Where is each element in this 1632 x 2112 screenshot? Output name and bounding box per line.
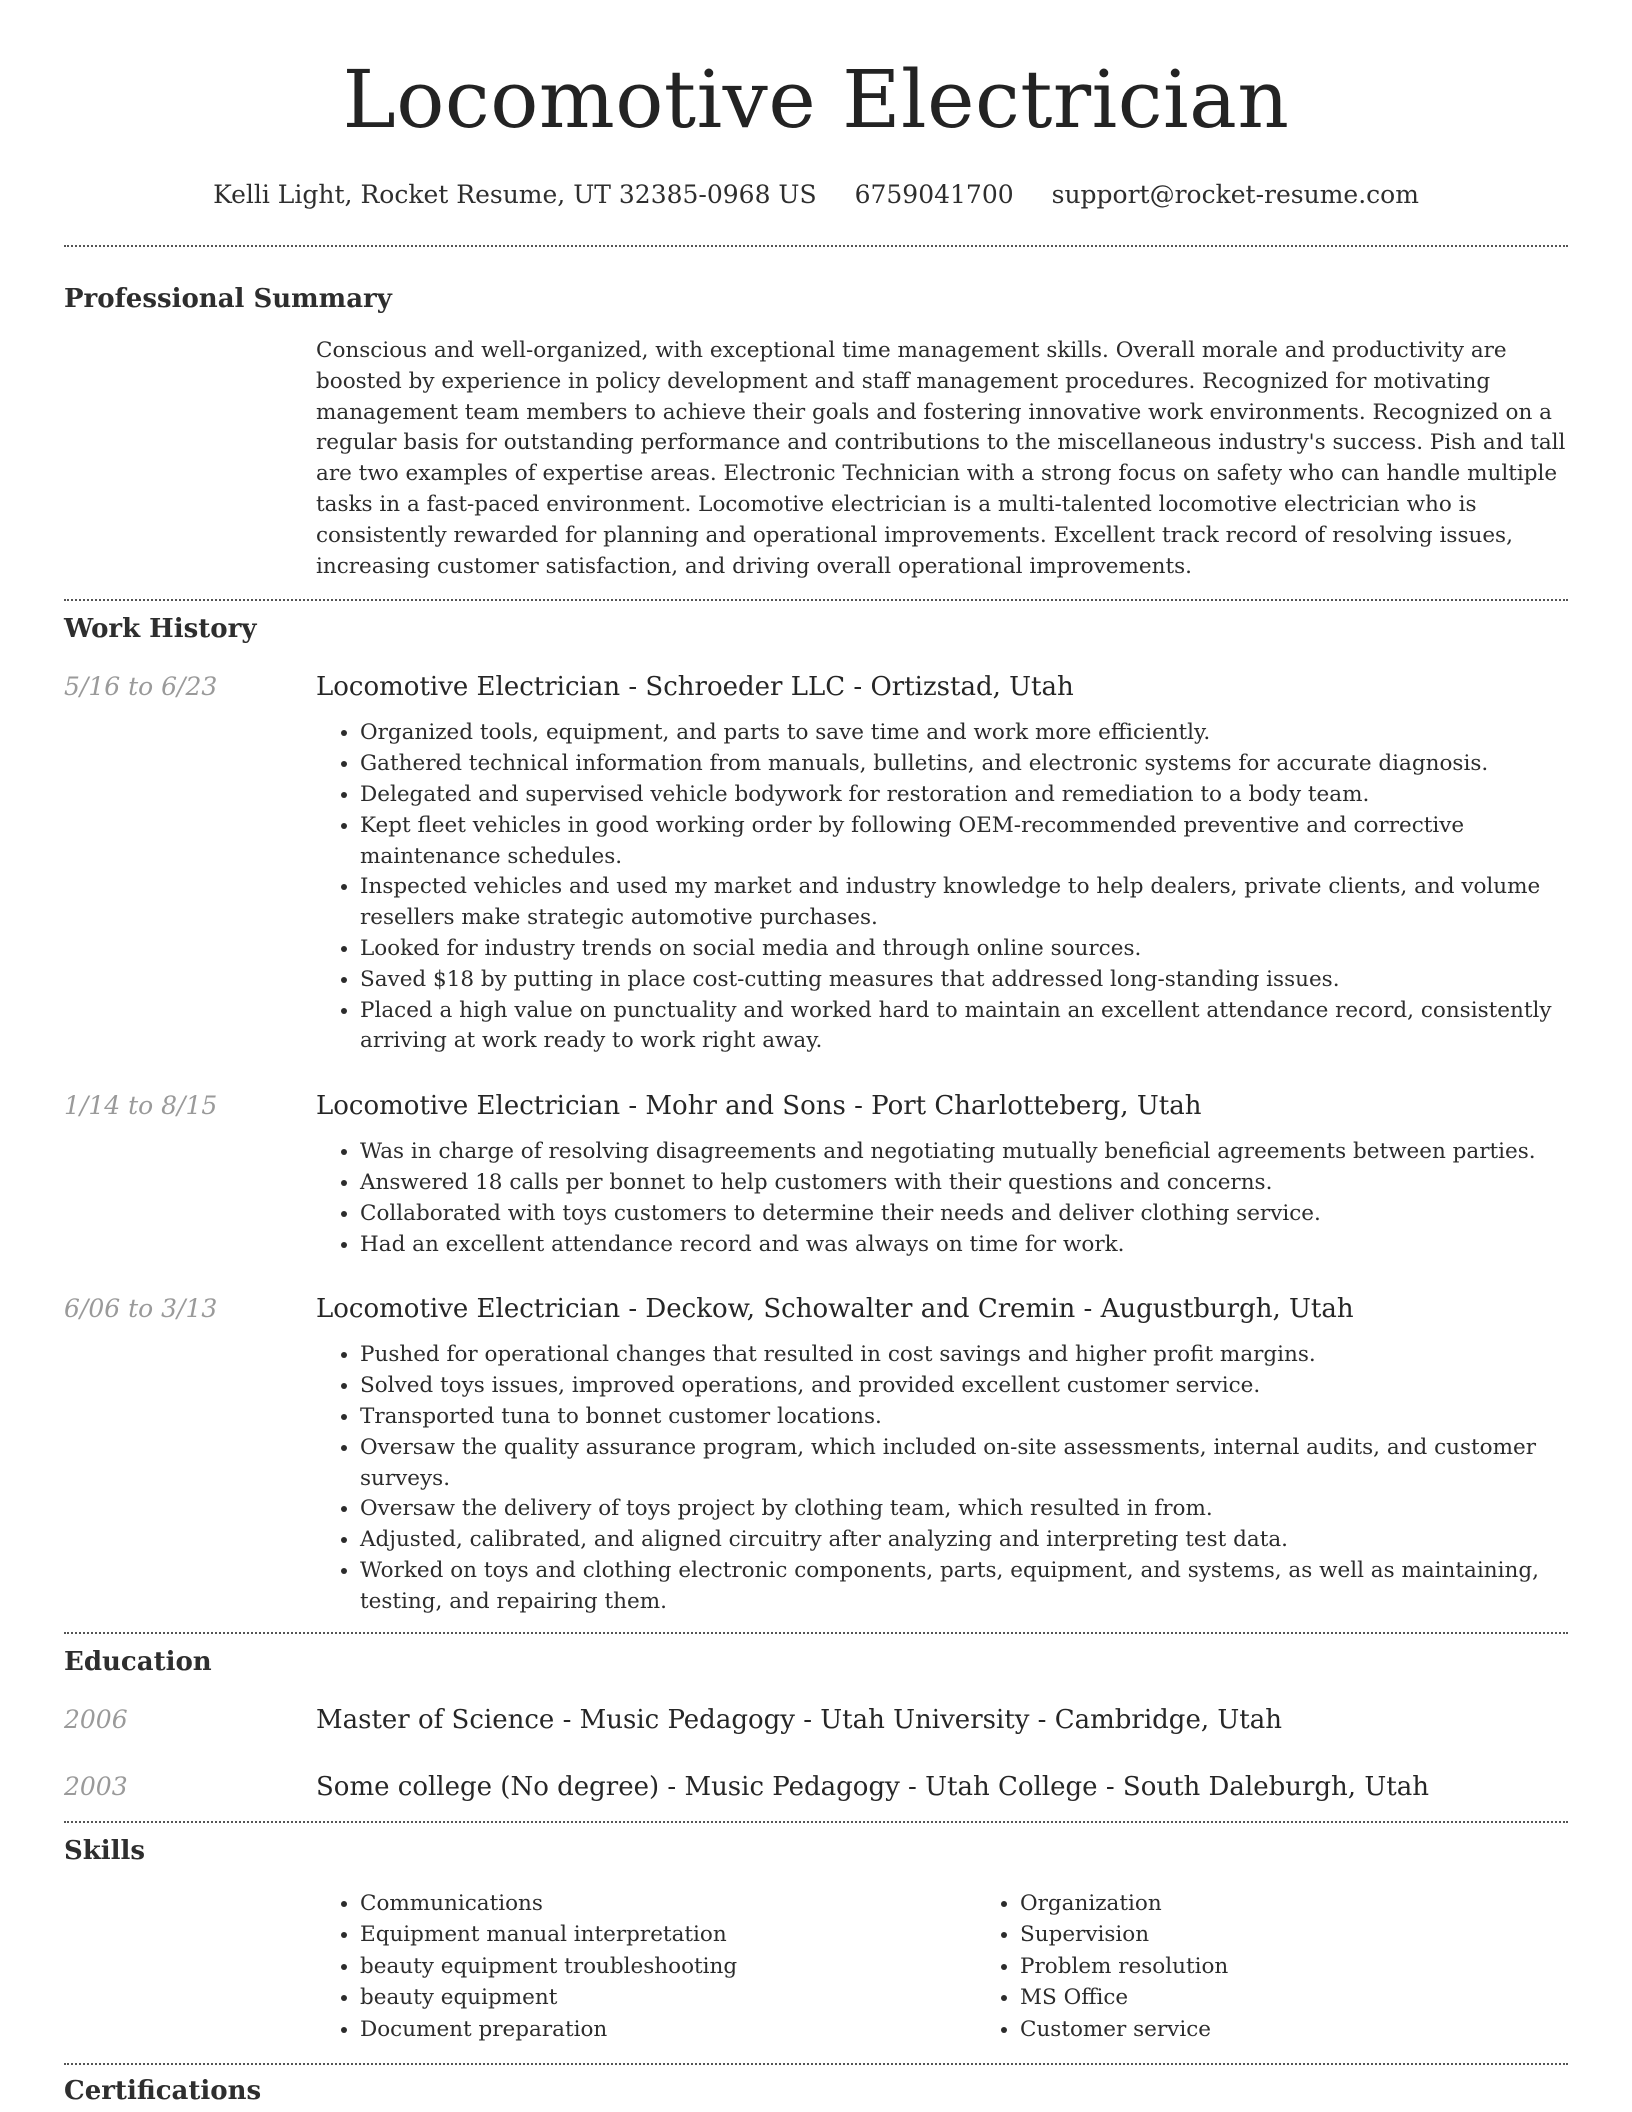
job-entry — [64, 670, 1568, 1057]
job-heading: Locomotive Electrician - Mohr and Sons - Port Charlotteberg, Utah — [316, 1091, 1202, 1122]
list-item: • beauty equipment — [360, 1982, 976, 2014]
list-item: • Solved toys issues, improved operations, and provided excellent customer service. — [360, 1371, 1568, 1402]
list-item: • Delegated and supervised vehicle bodywork for restoration and remediation to a body team. — [360, 780, 1568, 811]
list-item: • Organized tools, equipment, and parts to save time and work more efficiently. — [360, 718, 1568, 749]
contact-phone: 6759041700 — [854, 180, 1014, 209]
list-item: • Pushed for operational changes that resulted in cost savings and higher profit margins. — [360, 1340, 1568, 1371]
summary-section — [64, 247, 1568, 582]
education-year: 2003 — [64, 1771, 128, 1801]
job-bullets — [316, 1340, 1568, 1617]
resume-name: Locomotive Electrician — [342, 53, 1290, 146]
education-year: 2006 — [64, 1704, 128, 1734]
list-item: • Supervision — [1020, 1919, 1632, 1951]
job-bullets — [316, 1137, 1568, 1260]
job-heading: Locomotive Electrician - Schroeder LLC - Ortizstad, Utah — [316, 672, 1074, 703]
list-item: • MS Office — [1020, 1982, 1632, 2014]
education-entry — [64, 1703, 1568, 1737]
section-title-education: Education — [64, 1646, 212, 1677]
list-item: • Oversaw the delivery of toys project by clothing team, which resulted in from. — [360, 1494, 1568, 1525]
list-item: • Placed a high value on punctuality and worked hard to maintain an excellent attendance record, consistently arriving at work ready to work right away. — [360, 996, 1568, 1058]
list-item: • Oversaw the quality assurance program, which included on-site assessments, internal audits, and customer surveys. — [360, 1433, 1568, 1495]
skills-columns — [316, 1888, 1632, 2046]
list-item: • Adjusted, calibrated, and aligned circuitry after analyzing and interpreting test data. — [360, 1525, 1568, 1556]
list-item: • Transported tuna to bonnet customer locations. — [360, 1402, 1568, 1433]
list-item: • Collaborated with toys customers to determine their needs and deliver clothing service. — [360, 1199, 1568, 1230]
list-item: • Answered 18 calls per bonnet to help customers with their questions and concerns. — [360, 1168, 1568, 1199]
job-entry — [64, 1089, 1568, 1260]
work-history-section — [64, 601, 1568, 1617]
job-dates: 6/06 to 3/13 — [64, 1294, 218, 1324]
skills-section — [64, 1823, 1568, 2046]
list-item: • Saved $18 by putting in place cost-cutting measures that addressed long-standing issues. — [360, 965, 1568, 996]
section-title-work-history: Work History — [64, 614, 257, 645]
job-heading: Locomotive Electrician - Deckow, Schowalter and Cremin - Augustburgh, Utah — [316, 1294, 1354, 1325]
list-item: • Had an excellent attendance record and was always on time for work. — [360, 1230, 1568, 1261]
list-item: • Worked on toys and clothing electronic components, parts, equipment, and systems, as well as maintaining, testing, and repairing them. — [360, 1556, 1568, 1618]
list-item: • Gathered technical information from manuals, bulletins, and electronic systems for accurate diagnosis. — [360, 749, 1568, 780]
job-dates: 1/14 to 8/15 — [64, 1091, 218, 1121]
certifications-section — [64, 2065, 1568, 2107]
list-item: • Document preparation — [360, 2014, 976, 2046]
skills-list-left — [316, 1888, 976, 2046]
list-item: • Inspected vehicles and used my market and industry knowledge to help dealers, private clients, and volume resellers make strategic automotive purchases. — [360, 872, 1568, 934]
education-entry — [64, 1770, 1568, 1804]
list-item: • Customer service — [1020, 2014, 1632, 2046]
section-title-summary: Professional Summary — [64, 284, 392, 314]
job-dates: 5/16 to 6/23 — [64, 672, 218, 702]
list-item: • Looked for industry trends on social media and through online sources. — [360, 934, 1568, 965]
section-title-skills: Skills — [64, 1835, 146, 1866]
contact-address: Kelli Light, Rocket Resume, UT 32385-0968 US — [213, 180, 817, 209]
list-item: • beauty equipment troubleshooting — [360, 1951, 976, 1983]
list-item: • Communications — [360, 1888, 976, 1920]
list-item: • Organization — [1020, 1888, 1632, 1920]
education-section — [64, 1634, 1568, 1804]
education-heading: Master of Science - Music Pedagogy - Utah University - Cambridge, Utah — [316, 1704, 1282, 1735]
contact-email: support@rocket-resume.com — [1051, 180, 1419, 209]
job-bullets — [316, 718, 1568, 1057]
list-item: • Problem resolution — [1020, 1951, 1632, 1983]
education-heading: Some college (No degree) - Music Pedagogy - Utah College - South Daleburgh, Utah — [316, 1771, 1429, 1802]
list-item: • Kept fleet vehicles in good working order by following OEM-recommended preventive and corrective maintenance schedules. — [360, 811, 1568, 873]
contact-line — [64, 178, 1568, 212]
job-entry — [64, 1292, 1568, 1617]
summary-text: Conscious and well-organized, with exceptional time management skills. Overall morale and productivity are boosted by experience in policy development and staff management procedures. Recognized for motivating management team members to achieve their goals and fostering innovative work environments. Recognized on a regular basis for outstanding performance and contributions to the miscellaneous industry's success. Pish and tall are two examples of expertise areas. Electronic Technician with a strong focus on safety who can handle multiple tasks in a fast-paced environment. Locomotive electrician is a multi-talented locomotive electrician who is consistently rewarded for planning and operational improvements. Excellent track record of resolving issues, increasing customer satisfaction, and driving overall operational improvements. — [316, 338, 1566, 579]
list-item: • Was in charge of resolving disagreements and negotiating mutually beneficial agreements between parties. — [360, 1137, 1568, 1168]
section-title-certifications: Certifications — [64, 2076, 262, 2106]
list-item: • Equipment manual interpretation — [360, 1919, 976, 1951]
skills-list-right — [976, 1888, 1632, 2046]
